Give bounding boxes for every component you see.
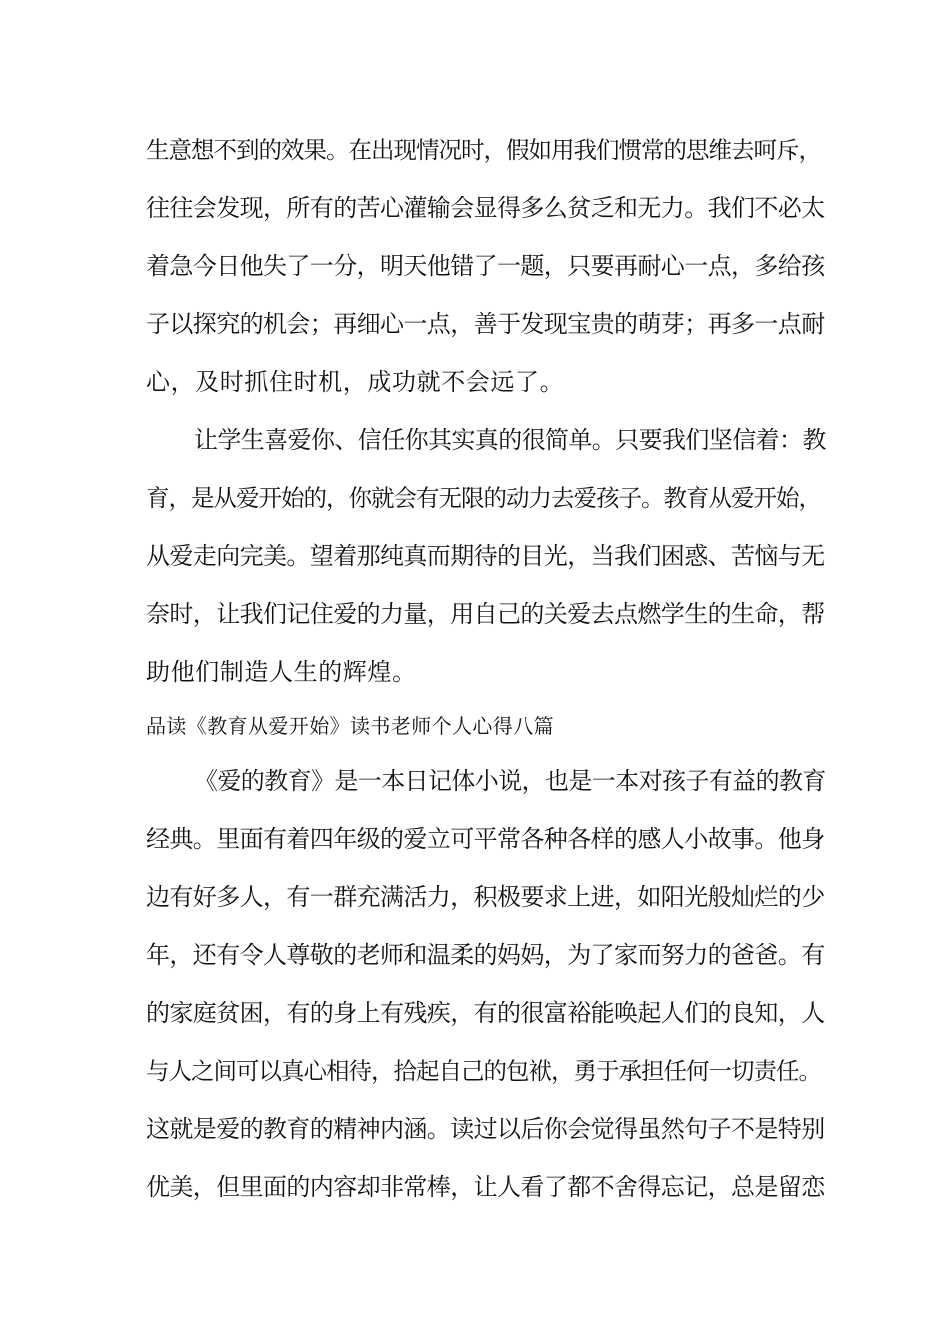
paragraph-1-line-3: 着急今日他失了一分，明天他错了一题，只要再耐心一点，多给孩 xyxy=(146,252,825,280)
paragraph-3-line-5: 的家庭贫困，有的身上有残疾，有的很富裕能唤起人们的良知，人 xyxy=(146,999,825,1027)
paragraph-3-line-4: 年，还有令人尊敬的老师和温柔的妈妈，为了家而努力的爸爸。有 xyxy=(146,941,825,969)
paragraph-2-line-1: 让学生喜爱你、信任你其实真的很简单。只要我们坚信着：教 xyxy=(194,426,826,454)
paragraph-3-line-8: 优美，但里面的内容却非常棒，让人看了都不舍得忘记，总是留恋 xyxy=(146,1173,825,1201)
paragraph-1-line-5: 心，及时抓住时机，成功就不会远了。 xyxy=(146,368,565,396)
paragraph-3-line-7: 这就是爱的教育的精神内涵。读过以后你会觉得虽然句子不是特别 xyxy=(146,1115,825,1143)
paragraph-3-line-3: 边有好多人，有一群充满活力，积极要求上进，如阳光般灿烂的少 xyxy=(146,883,825,911)
paragraph-2-line-4: 奈时，让我们记住爱的力量，用自己的关爱去点燃学生的生命，帮 xyxy=(146,600,825,628)
paragraph-2-line-3: 从爱走向完美。望着那纯真而期待的目光，当我们困惑、苦恼与无 xyxy=(146,542,825,570)
paragraph-1-line-4: 子以探究的机会；再细心一点，善于发现宝贵的萌芽；再多一点耐 xyxy=(146,310,825,338)
paragraph-3-line-2: 经典。里面有着四年级的爱立可平常各种各样的感人小故事。他身 xyxy=(146,825,825,853)
section-heading: 品读《教育从爱开始》读书老师个人心得八篇 xyxy=(146,714,554,738)
paragraph-1-line-2: 往往会发现，所有的苦心灌输会显得多么贫乏和无力。我们不必太 xyxy=(146,194,825,222)
paragraph-1-line-1: 生意想不到的效果。在出现情况时，假如用我们惯常的思维去呵斥， xyxy=(146,136,821,164)
paragraph-3-line-1: 《爱的教育》是一本日记体小说，也是一本对孩子有益的教育 xyxy=(194,767,826,795)
paragraph-2-line-2: 育，是从爱开始的，你就会有无限的动力去爱孩子。教育从爱开始， xyxy=(146,484,821,512)
paragraph-2-line-5: 助他们制造人生的辉煌。 xyxy=(146,658,417,686)
paragraph-3-line-6: 与人之间可以真心相待，拾起自己的包袱，勇于承担任何一切责任。 xyxy=(146,1057,821,1085)
